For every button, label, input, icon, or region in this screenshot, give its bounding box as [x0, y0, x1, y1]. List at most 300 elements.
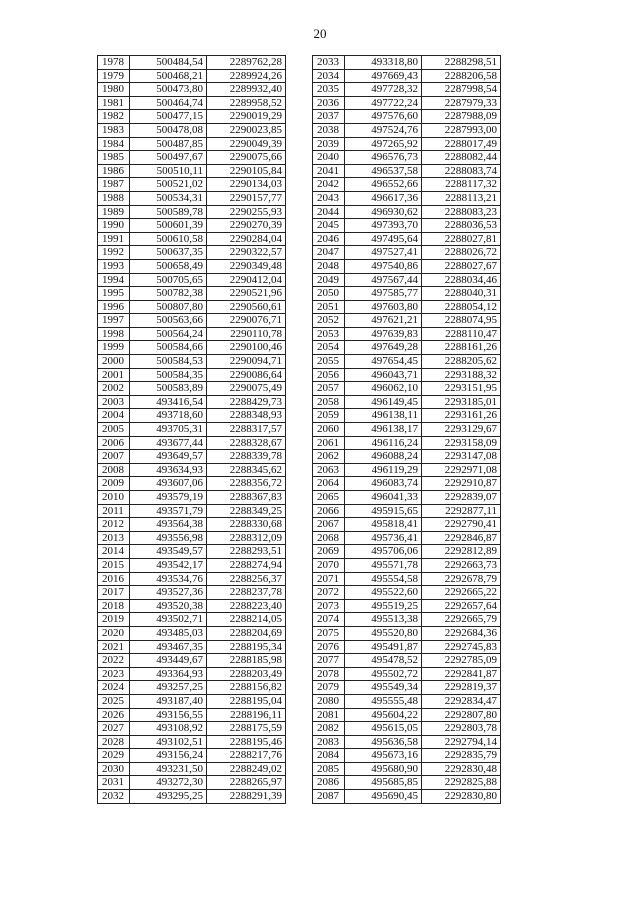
table-row — [98, 137, 286, 151]
table-row — [98, 572, 286, 586]
x-coordinate-cell: 495478,52 — [345, 654, 422, 668]
y-coordinate-cell: 2288083,74 — [422, 164, 501, 178]
table-row — [98, 654, 286, 668]
x-coordinate-cell: 493102,51 — [130, 735, 207, 749]
y-coordinate-cell: 2288017,49 — [422, 137, 501, 151]
point-number-cell: 2085 — [313, 762, 345, 776]
x-coordinate-cell: 495502,72 — [345, 667, 422, 681]
y-coordinate-cell: 2288113,21 — [422, 191, 501, 205]
table-row — [313, 164, 501, 178]
point-number-cell: 2030 — [98, 762, 130, 776]
x-coordinate-cell: 496552,66 — [345, 178, 422, 192]
table-row — [313, 654, 501, 668]
x-coordinate-cell: 496041,33 — [345, 491, 422, 505]
table-row — [313, 749, 501, 763]
x-coordinate-cell: 500658,49 — [130, 259, 207, 273]
y-coordinate-cell: 2288345,62 — [207, 463, 286, 477]
table-row — [98, 341, 286, 355]
table-row — [313, 436, 501, 450]
table-row — [98, 423, 286, 437]
y-coordinate-cell: 2293147,08 — [422, 450, 501, 464]
y-coordinate-cell: 2287979,33 — [422, 96, 501, 110]
point-number-cell: 2046 — [313, 232, 345, 246]
x-coordinate-cell: 495549,34 — [345, 681, 422, 695]
x-coordinate-cell: 496930,62 — [345, 205, 422, 219]
table-row — [313, 191, 501, 205]
point-number-cell: 1987 — [98, 178, 130, 192]
x-coordinate-cell: 493520,38 — [130, 599, 207, 613]
x-coordinate-cell: 493156,55 — [130, 708, 207, 722]
x-coordinate-cell: 500601,39 — [130, 219, 207, 233]
x-coordinate-cell: 496043,71 — [345, 368, 422, 382]
table-row — [313, 273, 501, 287]
table-row — [313, 368, 501, 382]
point-number-cell: 2087 — [313, 790, 345, 804]
table-row — [98, 667, 286, 681]
x-coordinate-cell: 497621,21 — [345, 314, 422, 328]
point-number-cell: 1984 — [98, 137, 130, 151]
x-coordinate-cell: 493677,44 — [130, 436, 207, 450]
point-number-cell: 1996 — [98, 300, 130, 314]
table-body — [313, 56, 501, 804]
y-coordinate-cell: 2292971,08 — [422, 463, 501, 477]
x-coordinate-cell: 497728,32 — [345, 83, 422, 97]
x-coordinate-cell: 500589,78 — [130, 205, 207, 219]
y-coordinate-cell: 2288054,12 — [422, 300, 501, 314]
y-coordinate-cell: 2290412,04 — [207, 273, 286, 287]
table-body — [98, 56, 286, 804]
y-coordinate-cell: 2288356,72 — [207, 477, 286, 491]
point-number-cell: 2054 — [313, 341, 345, 355]
x-coordinate-cell: 495673,16 — [345, 749, 422, 763]
x-coordinate-cell: 496617,36 — [345, 191, 422, 205]
table-row — [313, 694, 501, 708]
y-coordinate-cell: 2292877,11 — [422, 504, 501, 518]
x-coordinate-cell: 495491,87 — [345, 640, 422, 654]
y-coordinate-cell: 2288339,78 — [207, 450, 286, 464]
point-number-cell: 2011 — [98, 504, 130, 518]
point-number-cell: 2013 — [98, 531, 130, 545]
x-coordinate-cell: 497654,45 — [345, 355, 422, 369]
y-coordinate-cell: 2290023,85 — [207, 123, 286, 137]
table-row — [98, 586, 286, 600]
y-coordinate-cell: 2288195,04 — [207, 694, 286, 708]
table-row — [313, 545, 501, 559]
table-row — [98, 314, 286, 328]
x-coordinate-cell: 495555,48 — [345, 694, 422, 708]
y-coordinate-cell: 2290157,77 — [207, 191, 286, 205]
point-number-cell: 2052 — [313, 314, 345, 328]
coordinates-table-left — [97, 55, 286, 804]
y-coordinate-cell: 2288317,57 — [207, 423, 286, 437]
x-coordinate-cell: 496537,58 — [345, 164, 422, 178]
point-number-cell: 2067 — [313, 518, 345, 532]
point-number-cell: 2053 — [313, 327, 345, 341]
y-coordinate-cell: 2288328,67 — [207, 436, 286, 450]
table-row — [98, 110, 286, 124]
y-coordinate-cell: 2290322,57 — [207, 246, 286, 260]
x-coordinate-cell: 493549,57 — [130, 545, 207, 559]
table-row — [313, 327, 501, 341]
x-coordinate-cell: 497265,92 — [345, 137, 422, 151]
y-coordinate-cell: 2290270,39 — [207, 219, 286, 233]
table-row — [98, 191, 286, 205]
x-coordinate-cell: 495706,06 — [345, 545, 422, 559]
x-coordinate-cell: 500807,80 — [130, 300, 207, 314]
point-number-cell: 2042 — [313, 178, 345, 192]
point-number-cell: 2050 — [313, 287, 345, 301]
x-coordinate-cell: 493579,19 — [130, 491, 207, 505]
table-row — [98, 56, 286, 70]
point-number-cell: 2029 — [98, 749, 130, 763]
point-number-cell: 2073 — [313, 599, 345, 613]
x-coordinate-cell: 493295,25 — [130, 790, 207, 804]
x-coordinate-cell: 493527,36 — [130, 586, 207, 600]
point-number-cell: 2063 — [313, 463, 345, 477]
point-number-cell: 2006 — [98, 436, 130, 450]
x-coordinate-cell: 493534,76 — [130, 572, 207, 586]
table-row — [313, 518, 501, 532]
point-number-cell: 1999 — [98, 341, 130, 355]
y-coordinate-cell: 2292665,79 — [422, 613, 501, 627]
x-coordinate-cell: 497495,64 — [345, 232, 422, 246]
x-coordinate-cell: 493571,79 — [130, 504, 207, 518]
table-row — [313, 599, 501, 613]
x-coordinate-cell: 493364,93 — [130, 667, 207, 681]
point-number-cell: 2034 — [313, 69, 345, 83]
y-coordinate-cell: 2288217,76 — [207, 749, 286, 763]
x-coordinate-cell: 493108,92 — [130, 722, 207, 736]
y-coordinate-cell: 2288027,67 — [422, 259, 501, 273]
point-number-cell: 2026 — [98, 708, 130, 722]
point-number-cell: 2081 — [313, 708, 345, 722]
point-number-cell: 1994 — [98, 273, 130, 287]
y-coordinate-cell: 2290019,29 — [207, 110, 286, 124]
y-coordinate-cell: 2288161,26 — [422, 341, 501, 355]
x-coordinate-cell: 500487,85 — [130, 137, 207, 151]
table-row — [98, 287, 286, 301]
table-row — [313, 463, 501, 477]
point-number-cell: 2002 — [98, 382, 130, 396]
table-row — [98, 368, 286, 382]
y-coordinate-cell: 2288175,59 — [207, 722, 286, 736]
table-row — [313, 232, 501, 246]
x-coordinate-cell: 493485,03 — [130, 626, 207, 640]
y-coordinate-cell: 2292830,48 — [422, 762, 501, 776]
y-coordinate-cell: 2288040,31 — [422, 287, 501, 301]
x-coordinate-cell: 496083,74 — [345, 477, 422, 491]
x-coordinate-cell: 493718,60 — [130, 409, 207, 423]
table-row — [313, 56, 501, 70]
table-row — [313, 423, 501, 437]
table-row — [98, 395, 286, 409]
point-number-cell: 2001 — [98, 368, 130, 382]
table-row — [98, 327, 286, 341]
x-coordinate-cell: 493257,25 — [130, 681, 207, 695]
y-coordinate-cell: 2288274,94 — [207, 558, 286, 572]
point-number-cell: 2065 — [313, 491, 345, 505]
table-row — [313, 790, 501, 804]
x-coordinate-cell: 495554,58 — [345, 572, 422, 586]
point-number-cell: 2005 — [98, 423, 130, 437]
x-coordinate-cell: 493231,50 — [130, 762, 207, 776]
table-row — [313, 382, 501, 396]
table-row — [313, 219, 501, 233]
point-number-cell: 2010 — [98, 491, 130, 505]
x-coordinate-cell: 500563,66 — [130, 314, 207, 328]
point-number-cell: 2043 — [313, 191, 345, 205]
table-row — [98, 762, 286, 776]
y-coordinate-cell: 2292807,80 — [422, 708, 501, 722]
y-coordinate-cell: 2288349,25 — [207, 504, 286, 518]
y-coordinate-cell: 2290110,78 — [207, 327, 286, 341]
table-row — [313, 341, 501, 355]
y-coordinate-cell: 2288249,02 — [207, 762, 286, 776]
table-row — [313, 708, 501, 722]
y-coordinate-cell: 2293161,26 — [422, 409, 501, 423]
point-number-cell: 1989 — [98, 205, 130, 219]
point-number-cell: 2069 — [313, 545, 345, 559]
table-row — [98, 219, 286, 233]
table-row — [98, 722, 286, 736]
x-coordinate-cell: 493649,57 — [130, 450, 207, 464]
x-coordinate-cell: 493564,38 — [130, 518, 207, 532]
x-coordinate-cell: 496116,24 — [345, 436, 422, 450]
point-number-cell: 2016 — [98, 572, 130, 586]
table-row — [98, 83, 286, 97]
x-coordinate-cell: 500497,67 — [130, 151, 207, 165]
y-coordinate-cell: 2288083,23 — [422, 205, 501, 219]
table-row — [98, 626, 286, 640]
table-row — [98, 776, 286, 790]
x-coordinate-cell: 496062,10 — [345, 382, 422, 396]
y-coordinate-cell: 2287993,00 — [422, 123, 501, 137]
y-coordinate-cell: 2293185,01 — [422, 395, 501, 409]
point-number-cell: 2083 — [313, 735, 345, 749]
x-coordinate-cell: 500510,11 — [130, 164, 207, 178]
point-number-cell: 2041 — [313, 164, 345, 178]
table-row — [98, 599, 286, 613]
y-coordinate-cell: 2290049,39 — [207, 137, 286, 151]
y-coordinate-cell: 2293129,67 — [422, 423, 501, 437]
y-coordinate-cell: 2292790,41 — [422, 518, 501, 532]
table-row — [313, 776, 501, 790]
y-coordinate-cell: 2288034,46 — [422, 273, 501, 287]
table-row — [98, 450, 286, 464]
point-number-cell: 2075 — [313, 626, 345, 640]
point-number-cell: 1992 — [98, 246, 130, 260]
point-number-cell: 2023 — [98, 667, 130, 681]
point-number-cell: 2086 — [313, 776, 345, 790]
coordinates-table-right — [312, 55, 501, 804]
point-number-cell: 2062 — [313, 450, 345, 464]
table-row — [313, 123, 501, 137]
table-row — [313, 409, 501, 423]
table-row — [98, 246, 286, 260]
x-coordinate-cell: 495736,41 — [345, 531, 422, 545]
table-row — [98, 790, 286, 804]
y-coordinate-cell: 2290086,64 — [207, 368, 286, 382]
table-row — [313, 137, 501, 151]
point-number-cell: 2078 — [313, 667, 345, 681]
y-coordinate-cell: 2287988,09 — [422, 110, 501, 124]
table-row — [313, 722, 501, 736]
y-coordinate-cell: 2288204,69 — [207, 626, 286, 640]
y-coordinate-cell: 2290105,84 — [207, 164, 286, 178]
table-row — [313, 626, 501, 640]
table-row — [98, 735, 286, 749]
table-row — [313, 640, 501, 654]
table-row — [313, 735, 501, 749]
y-coordinate-cell: 2292841,87 — [422, 667, 501, 681]
x-coordinate-cell: 495915,65 — [345, 504, 422, 518]
x-coordinate-cell: 495513,38 — [345, 613, 422, 627]
table-row — [313, 83, 501, 97]
x-coordinate-cell: 493467,35 — [130, 640, 207, 654]
table-row — [98, 123, 286, 137]
y-coordinate-cell: 2290284,04 — [207, 232, 286, 246]
table-row — [98, 232, 286, 246]
y-coordinate-cell: 2292745,83 — [422, 640, 501, 654]
x-coordinate-cell: 493502,71 — [130, 613, 207, 627]
y-coordinate-cell: 2288206,58 — [422, 69, 501, 83]
point-number-cell: 2077 — [313, 654, 345, 668]
y-coordinate-cell: 2292663,73 — [422, 558, 501, 572]
x-coordinate-cell: 497524,76 — [345, 123, 422, 137]
point-number-cell: 1986 — [98, 164, 130, 178]
point-number-cell: 2044 — [313, 205, 345, 219]
table-row — [313, 762, 501, 776]
point-number-cell: 2076 — [313, 640, 345, 654]
x-coordinate-cell: 497603,80 — [345, 300, 422, 314]
x-coordinate-cell: 495690,45 — [345, 790, 422, 804]
x-coordinate-cell: 495818,41 — [345, 518, 422, 532]
y-coordinate-cell: 2293151,95 — [422, 382, 501, 396]
table-row — [313, 355, 501, 369]
x-coordinate-cell: 497567,44 — [345, 273, 422, 287]
x-coordinate-cell: 495519,25 — [345, 599, 422, 613]
table-row — [98, 355, 286, 369]
x-coordinate-cell: 496576,73 — [345, 151, 422, 165]
x-coordinate-cell: 500464,74 — [130, 96, 207, 110]
x-coordinate-cell: 496149,45 — [345, 395, 422, 409]
x-coordinate-cell: 500584,66 — [130, 341, 207, 355]
point-number-cell: 2068 — [313, 531, 345, 545]
point-number-cell: 2009 — [98, 477, 130, 491]
point-number-cell: 1979 — [98, 69, 130, 83]
point-number-cell: 2025 — [98, 694, 130, 708]
table-row — [313, 246, 501, 260]
point-number-cell: 2015 — [98, 558, 130, 572]
table-row — [98, 273, 286, 287]
point-number-cell: 2024 — [98, 681, 130, 695]
point-number-cell: 2045 — [313, 219, 345, 233]
y-coordinate-cell: 2292657,64 — [422, 599, 501, 613]
y-coordinate-cell: 2288223,40 — [207, 599, 286, 613]
x-coordinate-cell: 495604,22 — [345, 708, 422, 722]
point-number-cell: 2003 — [98, 395, 130, 409]
x-coordinate-cell: 500782,38 — [130, 287, 207, 301]
y-coordinate-cell: 2287998,54 — [422, 83, 501, 97]
point-number-cell: 2040 — [313, 151, 345, 165]
x-coordinate-cell: 500584,35 — [130, 368, 207, 382]
table-row — [98, 477, 286, 491]
table-row — [313, 504, 501, 518]
y-coordinate-cell: 2288026,72 — [422, 246, 501, 260]
point-number-cell: 2007 — [98, 450, 130, 464]
point-number-cell: 1983 — [98, 123, 130, 137]
y-coordinate-cell: 2292830,80 — [422, 790, 501, 804]
y-coordinate-cell: 2288027,81 — [422, 232, 501, 246]
y-coordinate-cell: 2288156,82 — [207, 681, 286, 695]
point-number-cell: 1978 — [98, 56, 130, 70]
x-coordinate-cell: 500478,08 — [130, 123, 207, 137]
y-coordinate-cell: 2290560,61 — [207, 300, 286, 314]
x-coordinate-cell: 495522,60 — [345, 586, 422, 600]
table-row — [98, 205, 286, 219]
point-number-cell: 2028 — [98, 735, 130, 749]
point-number-cell: 1995 — [98, 287, 130, 301]
table-row — [313, 395, 501, 409]
y-coordinate-cell: 2289762,28 — [207, 56, 286, 70]
y-coordinate-cell: 2292819,37 — [422, 681, 501, 695]
table-row — [98, 69, 286, 83]
y-coordinate-cell: 2292665,22 — [422, 586, 501, 600]
point-number-cell: 2037 — [313, 110, 345, 124]
x-coordinate-cell: 495571,78 — [345, 558, 422, 572]
table-row — [313, 259, 501, 273]
y-coordinate-cell: 2290134,03 — [207, 178, 286, 192]
y-coordinate-cell: 2292834,47 — [422, 694, 501, 708]
x-coordinate-cell: 500484,54 — [130, 56, 207, 70]
point-number-cell: 2074 — [313, 613, 345, 627]
table-row — [313, 586, 501, 600]
y-coordinate-cell: 2288195,46 — [207, 735, 286, 749]
x-coordinate-cell: 493607,06 — [130, 477, 207, 491]
x-coordinate-cell: 496088,24 — [345, 450, 422, 464]
x-coordinate-cell: 495520,80 — [345, 626, 422, 640]
table-row — [98, 694, 286, 708]
y-coordinate-cell: 2288117,32 — [422, 178, 501, 192]
y-coordinate-cell: 2289958,52 — [207, 96, 286, 110]
point-number-cell: 1981 — [98, 96, 130, 110]
point-number-cell: 1990 — [98, 219, 130, 233]
x-coordinate-cell: 493187,40 — [130, 694, 207, 708]
y-coordinate-cell: 2289932,40 — [207, 83, 286, 97]
y-coordinate-cell: 2288195,34 — [207, 640, 286, 654]
point-number-cell: 2035 — [313, 83, 345, 97]
y-coordinate-cell: 2288214,05 — [207, 613, 286, 627]
x-coordinate-cell: 493416,54 — [130, 395, 207, 409]
x-coordinate-cell: 500637,35 — [130, 246, 207, 260]
point-number-cell: 1991 — [98, 232, 130, 246]
y-coordinate-cell: 2288185,98 — [207, 654, 286, 668]
point-number-cell: 2048 — [313, 259, 345, 273]
table-row — [98, 518, 286, 532]
y-coordinate-cell: 2293158,09 — [422, 436, 501, 450]
table-row — [98, 96, 286, 110]
y-coordinate-cell: 2289924,26 — [207, 69, 286, 83]
y-coordinate-cell: 2288298,51 — [422, 56, 501, 70]
point-number-cell: 2012 — [98, 518, 130, 532]
point-number-cell: 2056 — [313, 368, 345, 382]
table-row — [98, 151, 286, 165]
y-coordinate-cell: 2290076,71 — [207, 314, 286, 328]
point-number-cell: 2036 — [313, 96, 345, 110]
x-coordinate-cell: 500610,58 — [130, 232, 207, 246]
y-coordinate-cell: 2288196,11 — [207, 708, 286, 722]
point-number-cell: 2039 — [313, 137, 345, 151]
